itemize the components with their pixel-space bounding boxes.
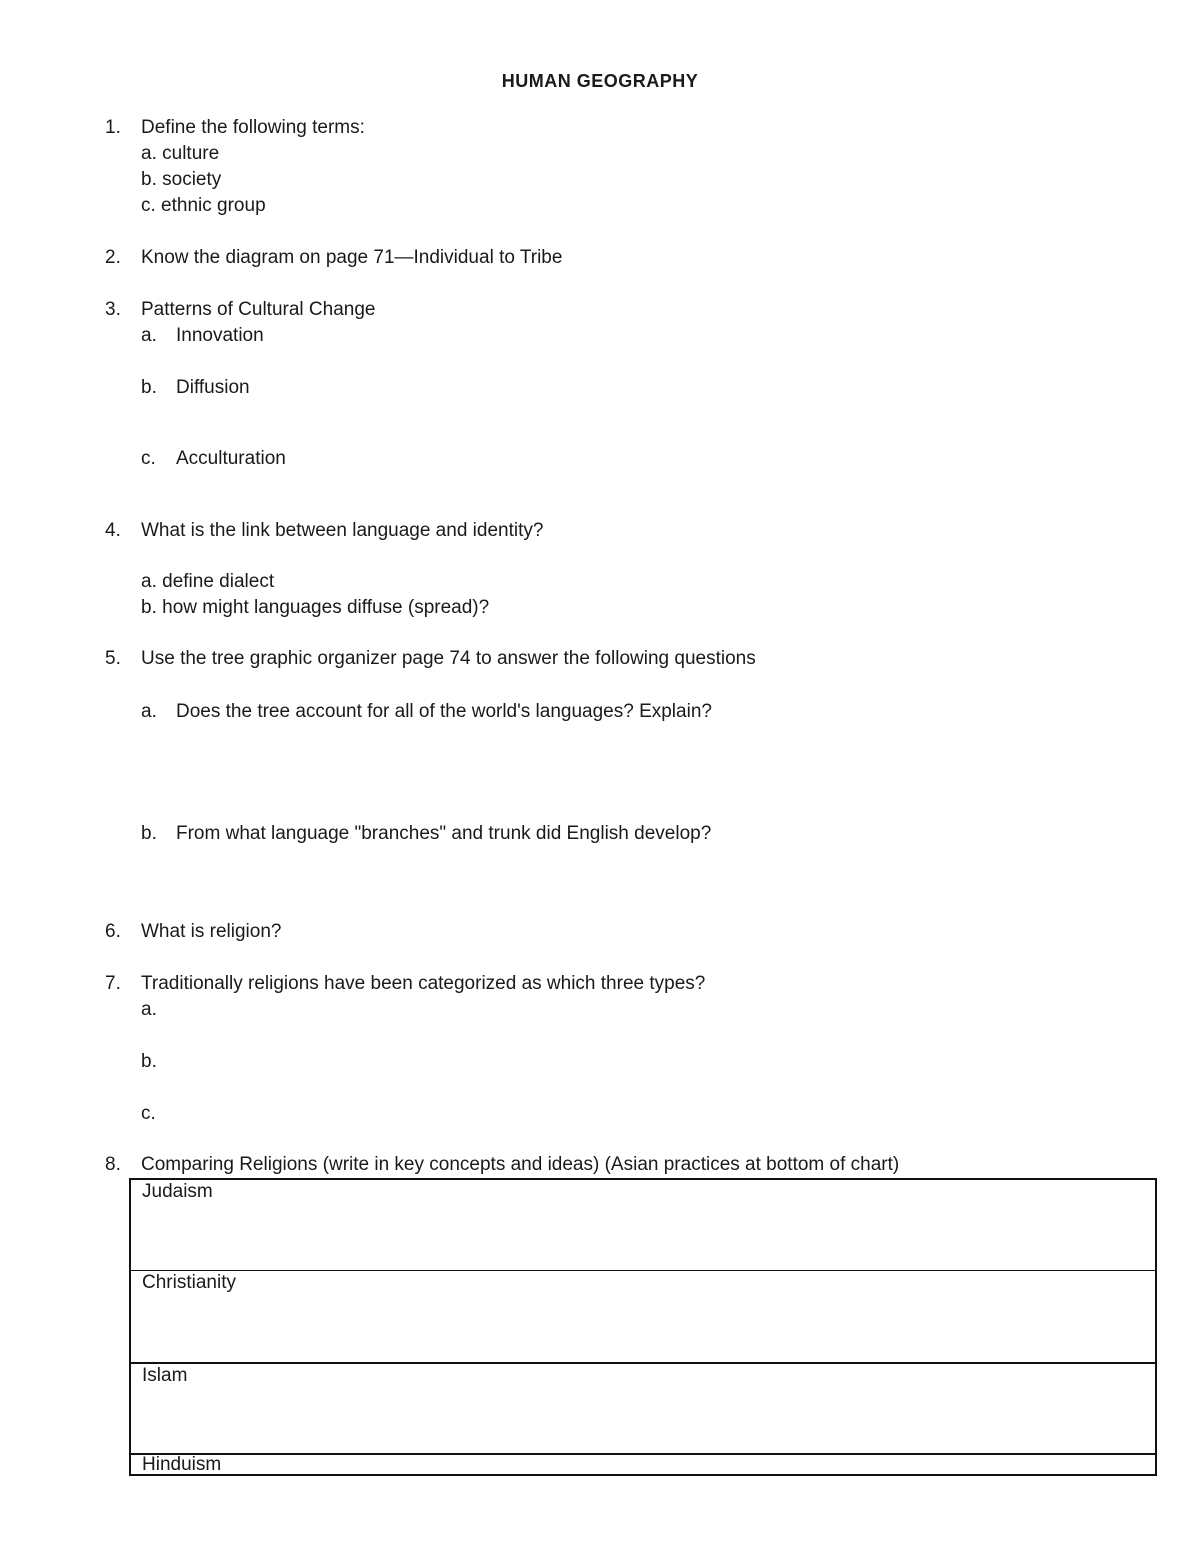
q5-item-a-label: a. <box>141 701 157 722</box>
q4-item-b: b. how might languages diffuse (spread)? <box>141 597 490 618</box>
q3-item-b-text: Diffusion <box>176 377 250 398</box>
q1-number: 1. <box>105 117 121 138</box>
q7-item-b: b. <box>141 1051 157 1072</box>
q3-item-c-text: Acculturation <box>176 448 286 469</box>
table-row-christianity[interactable] <box>131 1270 1155 1362</box>
q6-number: 6. <box>105 921 121 942</box>
page-title: HUMAN GEOGRAPHY <box>501 71 699 91</box>
q1-text: Define the following terms: <box>141 117 365 138</box>
q3-item-a-text: Innovation <box>176 325 264 346</box>
q1-item-a: a. culture <box>141 143 220 164</box>
q4-number: 4. <box>105 520 121 541</box>
table-row-judaism[interactable] <box>131 1180 1155 1270</box>
table-row-islam[interactable] <box>131 1362 1155 1453</box>
table-row-hinduism[interactable] <box>131 1453 1155 1474</box>
q5-number: 5. <box>105 648 121 669</box>
q4-text: What is the link between language and identity? <box>141 520 544 541</box>
q2-text: Know the diagram on page 71—Individual to Tribe <box>141 247 563 268</box>
q7-text: Traditionally religions have been categorized as which three types? <box>141 973 706 994</box>
q3-item-a-label: a. <box>141 325 157 346</box>
row-label-hinduism: Hinduism <box>142 1454 222 1475</box>
q1-item-b: b. society <box>141 169 222 190</box>
q5-item-b-label: b. <box>141 823 157 844</box>
q8-text: Comparing Religions (write in key concepts and ideas) (Asian practices at bottom of chart) <box>141 1154 900 1175</box>
q2-number: 2. <box>105 247 121 268</box>
religions-comparison-table <box>129 1178 1157 1476</box>
q3-number: 3. <box>105 299 121 320</box>
q7-item-c: c. <box>141 1103 156 1124</box>
q8-number: 8. <box>105 1154 121 1175</box>
q3-item-c-label: c. <box>141 448 156 469</box>
q7-item-a: a. <box>141 999 157 1020</box>
q3-text: Patterns of Cultural Change <box>141 299 376 320</box>
row-label-islam: Islam <box>142 1365 188 1386</box>
q5-item-a-text: Does the tree account for all of the world's languages? Explain? <box>176 701 712 722</box>
q6-text: What is religion? <box>141 921 282 942</box>
row-label-judaism: Judaism <box>142 1181 213 1202</box>
q7-number: 7. <box>105 973 121 994</box>
q5-text: Use the tree graphic organizer page 74 to answer the following questions <box>141 648 756 669</box>
q4-item-a: a. define dialect <box>141 571 275 592</box>
row-label-christianity: Christianity <box>142 1272 236 1293</box>
q1-item-c: c. ethnic group <box>141 195 266 216</box>
q3-item-b-label: b. <box>141 377 157 398</box>
q5-item-b-text: From what language "branches" and trunk did English develop? <box>176 823 712 844</box>
